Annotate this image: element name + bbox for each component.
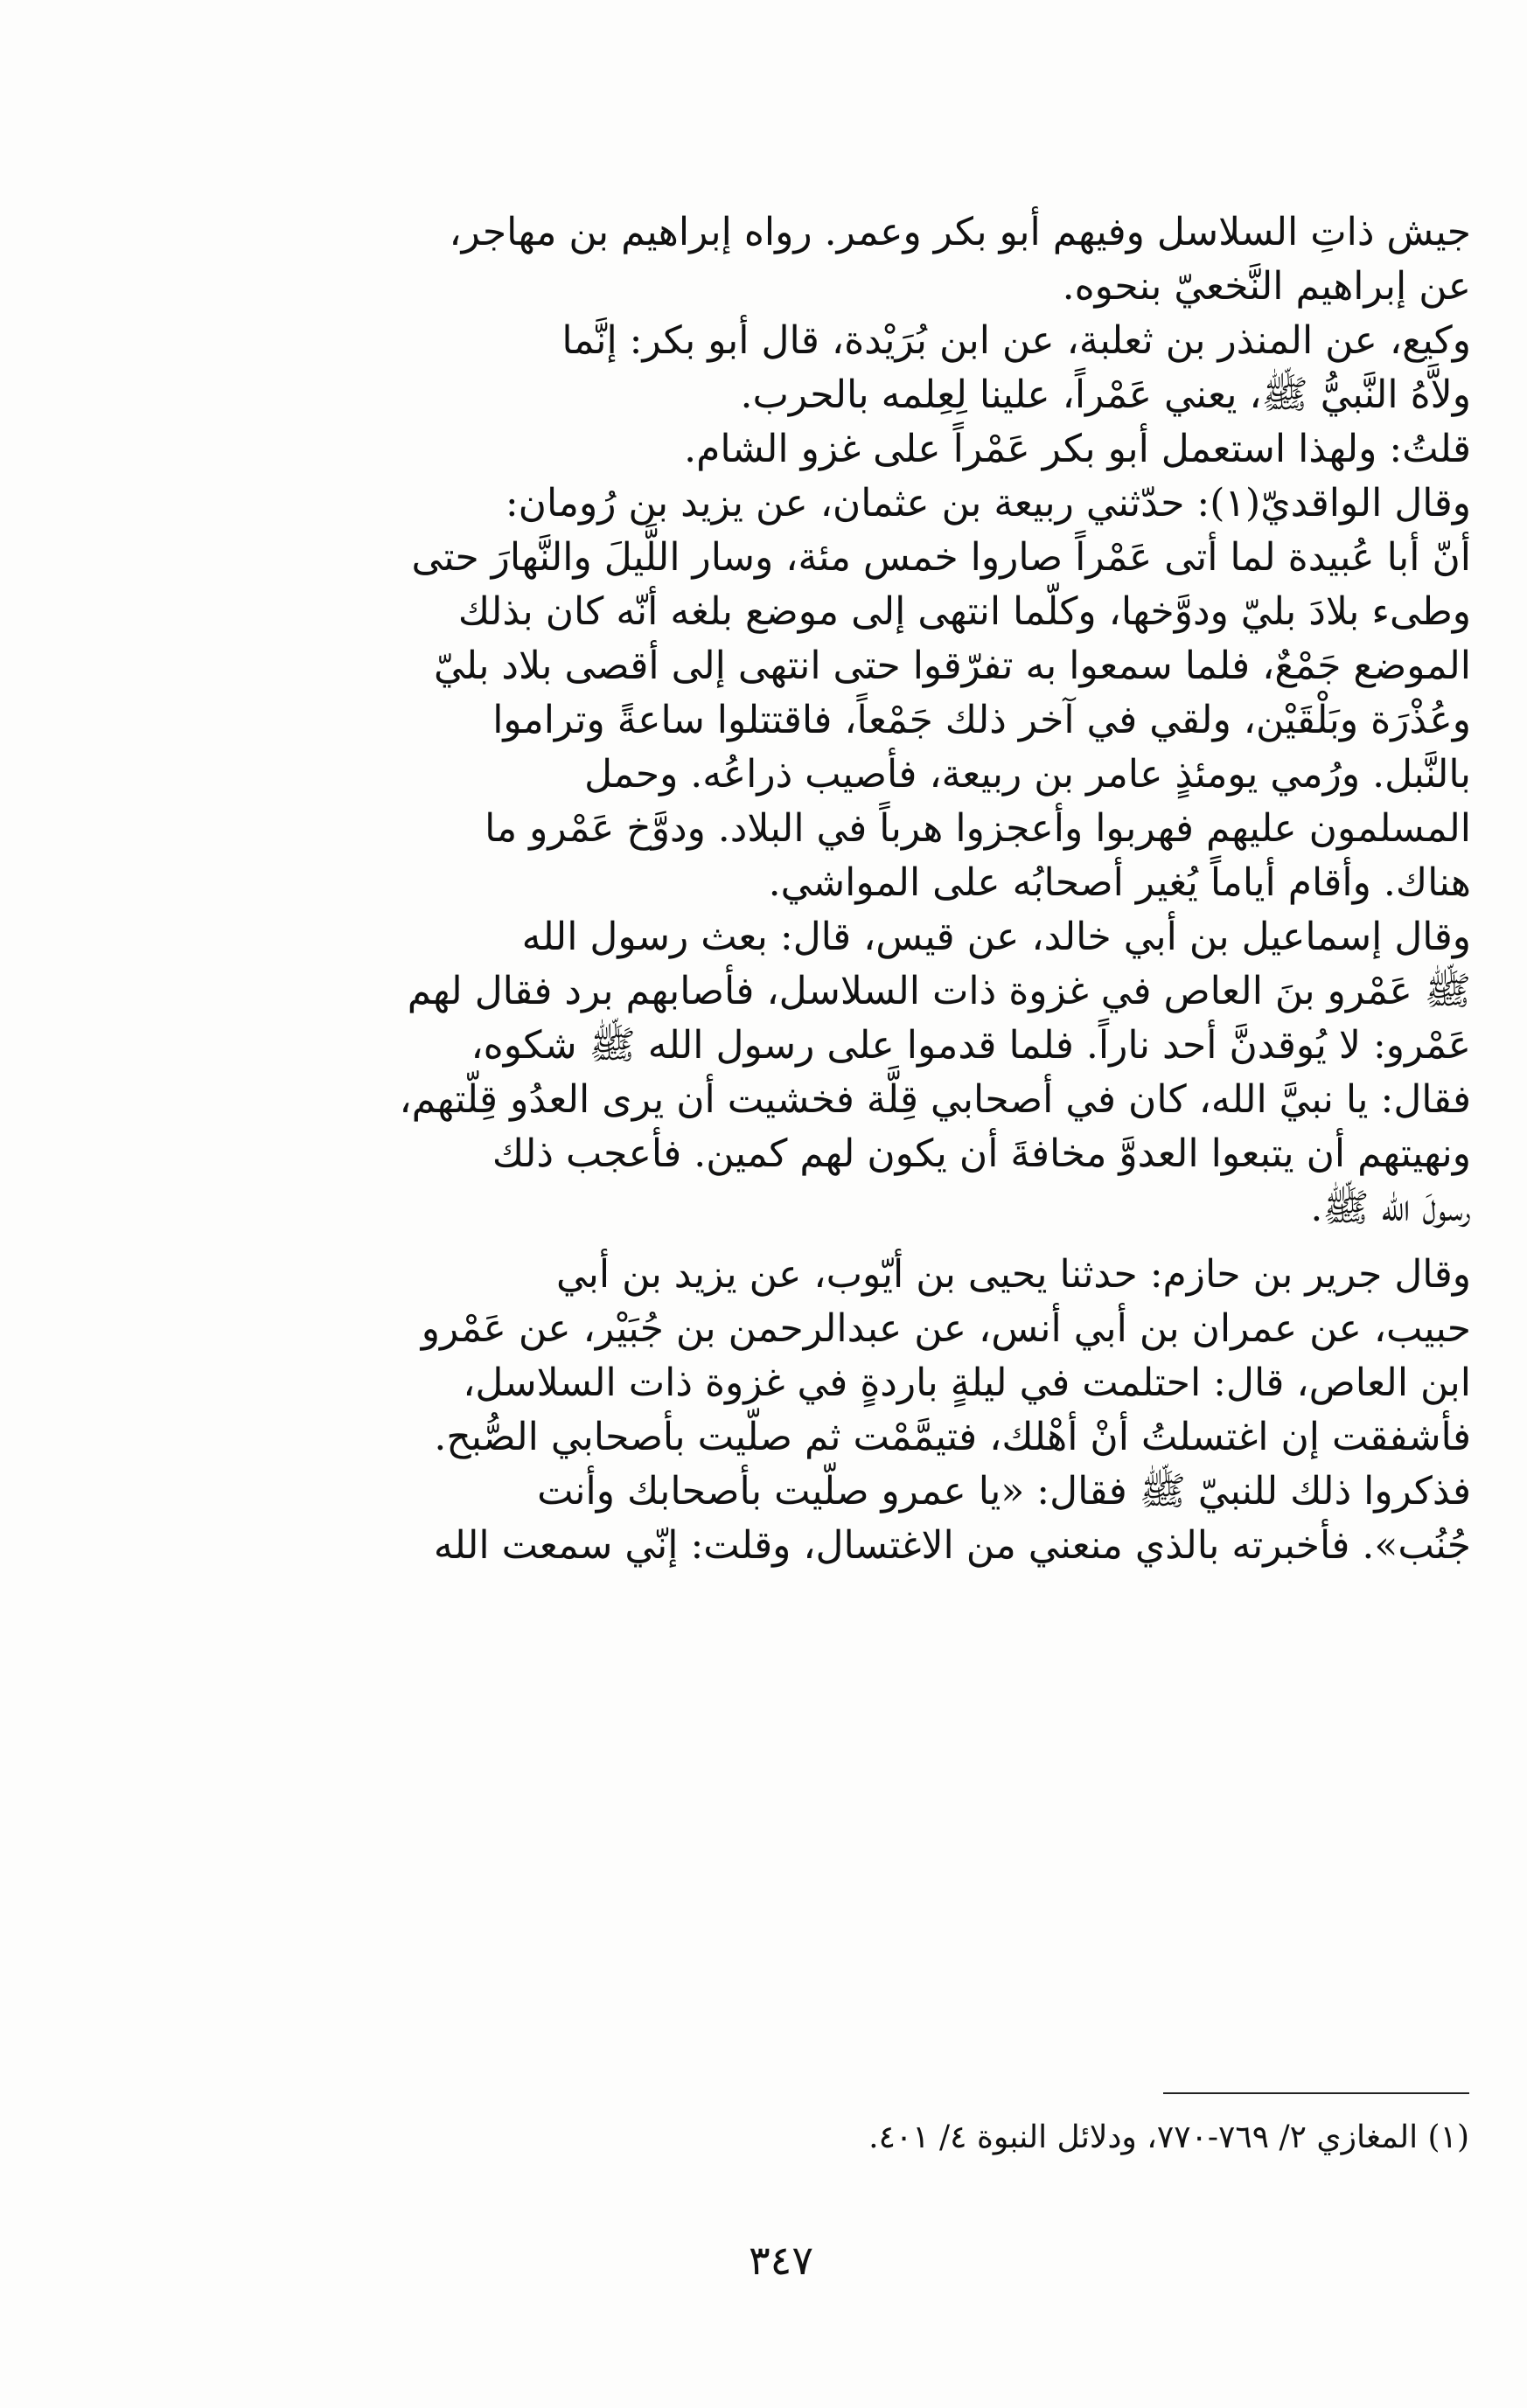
text-line: ونهيتهم أن يتبعوا العدوَّ مخافةَ أن يكون لهم كمين. فأعجب ذلك — [492, 1131, 1471, 1176]
paragraph-gap — [325, 1235, 1471, 1248]
body-text — [325, 205, 1471, 1573]
text-line: ولاَّهُ النَّبيُّ ﷺ، يعني عَمْراً، علينا لِعِلمه بالحرب. — [740, 372, 1471, 417]
text-line: رسولَ الله ﷺ. — [1310, 1186, 1471, 1230]
text-line: جُنُب». فأخبرته بالذي منعني من الاغتسال، وقلت: إنّي سمعت الله — [433, 1523, 1471, 1568]
text-line: بالنَّبل. ورُمي يومئذٍ عامر بن ربيعة، فأصيب ذراعُه. وحمل — [584, 752, 1471, 797]
text-line: وقال جرير بن حازم: حدثنا يحيى بن أيّوب، عن يزيد بن أبي — [555, 1252, 1471, 1297]
text-line: المسلمون عليهم فهربوا وأعجزوا هرباً في البلاد. ودوَّخ عَمْرو ما — [485, 806, 1471, 851]
text-line: عن إبراهيم النَّخعيّ بنحوه. — [1062, 264, 1471, 309]
text-line: وقال إسماعيل بن أبي خالد، عن قيس، قال: بعث رسول الله — [521, 915, 1471, 959]
text-line: جيش ذاتِ السلاسل وفيهم أبو بكر وعمر. رواه إبراهيم بن مهاجر، — [449, 210, 1471, 254]
text-line: قلتُ: ولهذا استعمل أبو بكر عَمْراً على غزو الشام. — [684, 427, 1471, 471]
text-line: وكيع، عن المنذر بن ثعلبة، عن ابن بُرَيْدة، قال أبو بكر: إنَّما — [561, 318, 1471, 363]
footnote-divider — [1163, 2092, 1469, 2094]
text-line: ﷺ عَمْرو بنَ العاص في غزوة ذات السلاسل، فأصابهم برد فقال لهم — [407, 969, 1471, 1013]
page-number: ٣٤٧ — [748, 2237, 814, 2284]
footnote: (١) المغازي ٢/ ٧٦٩-٧٧٠، ودلائل النبوة ٤/ ٤٠١. — [868, 2119, 1469, 2155]
text-line: ابن العاص، قال: احتلمت في ليلةٍ باردةٍ في غزوة ذات السلاسل، — [463, 1361, 1471, 1405]
text-line: فأشفقت إن اغتسلتُ أنْ أهْلك، فتيمَّمْت ثم صلّيت بأصحابي الصُّبح. — [434, 1415, 1471, 1459]
text-line: وطىء بلادَ بليّ ودوَّخها، وكلّما انتهى إلى موضع بلغه أنّه كان بذلك — [457, 589, 1471, 634]
text-line: وقال الواقديّ(١): حدّثني ربيعة بن عثمان، عن يزيد بن رُومان: — [505, 481, 1471, 525]
text-line: الموضع جَمْعٌ، فلما سمعوا به تفرّقوا حتى انتهى إلى أقصى بلاد بليّ — [433, 644, 1471, 688]
text-line: عَمْرو: لا يُوقدنَّ أحد ناراً. فلما قدموا على رسول الله ﷺ شكوه، — [471, 1023, 1471, 1068]
text-line: حبيب، عن عمران بن أبي أنس، عن عبدالرحمن بن جُبَيْر، عن عَمْرو — [421, 1306, 1471, 1351]
text-line: فقال: يا نبيَّ الله، كان في أصحابي قِلَّة فخشيت أن يرى العدُو قِلّتهم، — [399, 1077, 1471, 1122]
text-line: هناك. وأقام أياماً يُغير أصحابُه على المواشي. — [768, 860, 1471, 905]
text-line: أنّ أبا عُبيدة لما أتى عَمْراً صاروا خمس مئة، وسار اللَّيلَ والنَّهارَ حتى — [411, 535, 1471, 580]
text-line: فذكروا ذلك للنبيّ ﷺ فقال: «يا عمرو صلّيت بأصحابك وأنت — [537, 1469, 1471, 1514]
text-line: وعُذْرَة وبَلْقَيْن، ولقي في آخر ذلك جَمْعاً، فاقتتلوا ساعةً وتراموا — [492, 698, 1471, 742]
